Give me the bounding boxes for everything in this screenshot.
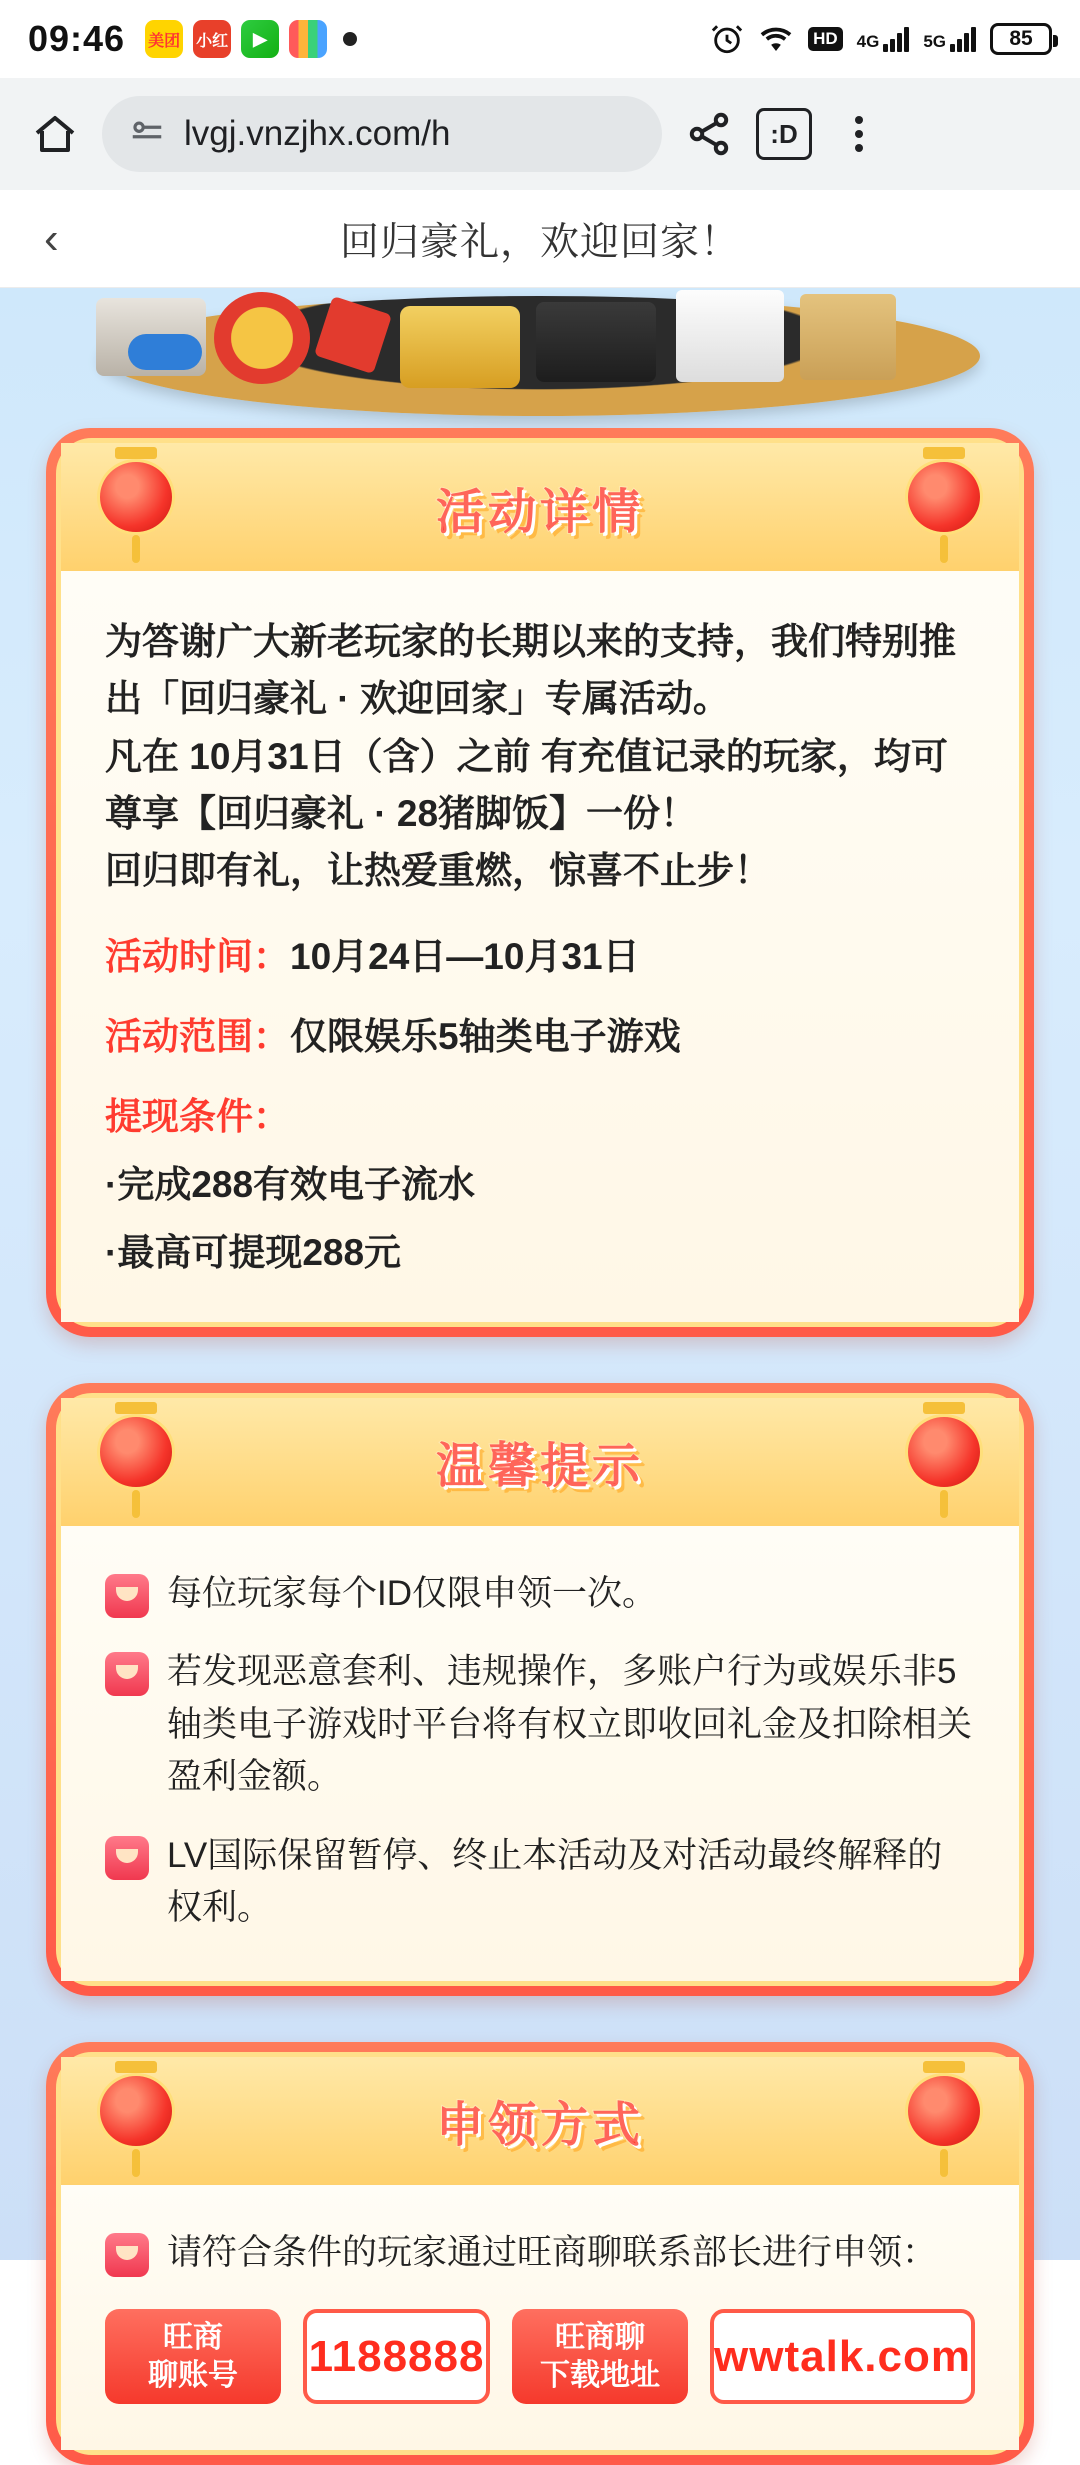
tip-text: 若发现恶意套利、违规操作，多账户行为或娱乐非5轴类电子游戏时平台将有权立即收回礼金及扣除相关盈利金额。 (167, 1652, 973, 1797)
activity-time-label: 活动时间： (105, 935, 290, 977)
rainbow-app-icon (289, 20, 327, 58)
lantern-icon-left (97, 2061, 175, 2183)
back-button[interactable]: ‹ (44, 213, 59, 263)
section-header (61, 1398, 1019, 1526)
media-app-icon: ▶ (241, 20, 279, 58)
page-title: 回归豪礼，欢迎回家！ (339, 220, 740, 264)
notification-dot-icon (343, 32, 357, 46)
tag-line-1: 旺商聊 (555, 2321, 646, 2355)
activity-paragraph-1: 为答谢广大新老玩家的长期以来的支持，我们特别推出「回归豪礼 · 欢迎回家」专属活动。 (105, 621, 956, 720)
site-info-icon[interactable] (128, 113, 166, 156)
overflow-menu-icon[interactable] (830, 105, 888, 163)
share-icon[interactable] (680, 105, 738, 163)
signal-5g-icon: 5G (923, 27, 976, 52)
tag-line-2: 下载地址 (540, 2358, 661, 2392)
browser-toolbar (0, 78, 1080, 190)
apply-intro (105, 2227, 975, 2280)
lantern-icon-left (97, 447, 175, 569)
wangshangliao-download-label (512, 2309, 688, 2404)
lantern-icon-right (905, 2061, 983, 2183)
activity-paragraph-3: 回归即有礼，让热爱重燃，惊喜不止步！ (105, 850, 771, 892)
page-content (0, 288, 1080, 2392)
section-apply-method (46, 2042, 1034, 2465)
section-warm-tips (46, 1383, 1034, 1996)
wangshangliao-account-value[interactable]: 1188888 (303, 2309, 490, 2404)
lantern-icon-left (97, 1402, 175, 1524)
activity-time-row (105, 926, 975, 980)
contact-rows (105, 2309, 975, 2404)
battery-indicator: 85 (990, 23, 1052, 55)
lantern-icon-right (905, 447, 983, 569)
apply-intro-text: 请符合条件的玩家通过旺商聊联系部长进行申领： (167, 2232, 938, 2272)
status-time: 09:46 (28, 18, 126, 59)
bullet-face-icon (105, 1652, 149, 1696)
tip-text: 每位玩家每个ID仅限申领一次。 (167, 1573, 658, 1613)
meituan-app-icon: 美团 (145, 20, 183, 58)
slot-machine-icon (536, 302, 656, 382)
gift-box-icon (800, 294, 896, 380)
xiaohongshu-app-icon: 小红 (193, 20, 231, 58)
tag-line-2: 聊账号 (148, 2358, 238, 2392)
hd-indicator: HD (808, 27, 843, 51)
section-header (61, 2057, 1019, 2185)
roulette-chip-icon (214, 292, 310, 384)
section-body (61, 1526, 1019, 1981)
bullet-face-icon (105, 2233, 149, 2277)
lantern-icon-right (905, 1402, 983, 1524)
gold-coins-icon (400, 306, 520, 388)
activity-scope-row (105, 1006, 975, 1060)
withdraw-conditions-label: 提现条件： (105, 1095, 290, 1137)
wangshangliao-account-label (105, 2309, 281, 2404)
section-header (61, 443, 1019, 571)
section-title: 温馨提示 (435, 1440, 644, 1494)
section-activity-details (46, 428, 1034, 1337)
tip-text: LV国际保留暂停、终止本活动及对活动最终解释的权利。 (167, 1835, 943, 1928)
playing-cards-icon (676, 290, 784, 382)
page-header (0, 190, 1080, 288)
bullet-face-icon (105, 1574, 149, 1618)
tag-line-1: 旺商 (163, 2321, 223, 2355)
url-text: lvgj.vnzjhx.com/h (184, 114, 451, 153)
list-item (105, 1830, 975, 1935)
signal-4g-icon: 4G (857, 27, 910, 52)
list-item (105, 1568, 975, 1621)
status-bar (0, 0, 1080, 78)
home-icon[interactable] (26, 105, 84, 163)
wangshangliao-download-value[interactable]: wwtalk.com (710, 2309, 975, 2404)
activity-time-value: 10月24日—10月31日 (290, 935, 640, 977)
section-title: 申领方式 (435, 2099, 644, 2153)
wifi-icon (758, 24, 794, 54)
bullet-face-icon (105, 1836, 149, 1880)
status-indicators (710, 22, 1052, 56)
withdraw-condition-item: ·最高可提现288元 (105, 1231, 402, 1273)
section-body (61, 571, 1019, 1322)
activity-scope-value: 仅限娱乐5轴类电子游戏 (290, 1015, 681, 1057)
alarm-icon (710, 22, 744, 56)
devtools-button[interactable]: :D (756, 108, 812, 160)
status-app-icons (145, 20, 357, 58)
section-body (61, 2185, 1019, 2451)
poker-chips-icon (128, 334, 202, 370)
list-item (105, 1646, 975, 1804)
withdraw-condition-item: ·完成288有效电子流水 (105, 1163, 476, 1205)
activity-paragraph-2: 凡在 10月31日（含）之前 有充值记录的玩家，均可尊享【回归豪礼 · 28猪脚饭】一份！ (105, 735, 948, 835)
address-bar[interactable] (102, 96, 662, 172)
hero-banner-image (0, 288, 1080, 428)
activity-scope-label: 活动范围： (105, 1015, 290, 1057)
section-title: 活动详情 (435, 485, 644, 539)
